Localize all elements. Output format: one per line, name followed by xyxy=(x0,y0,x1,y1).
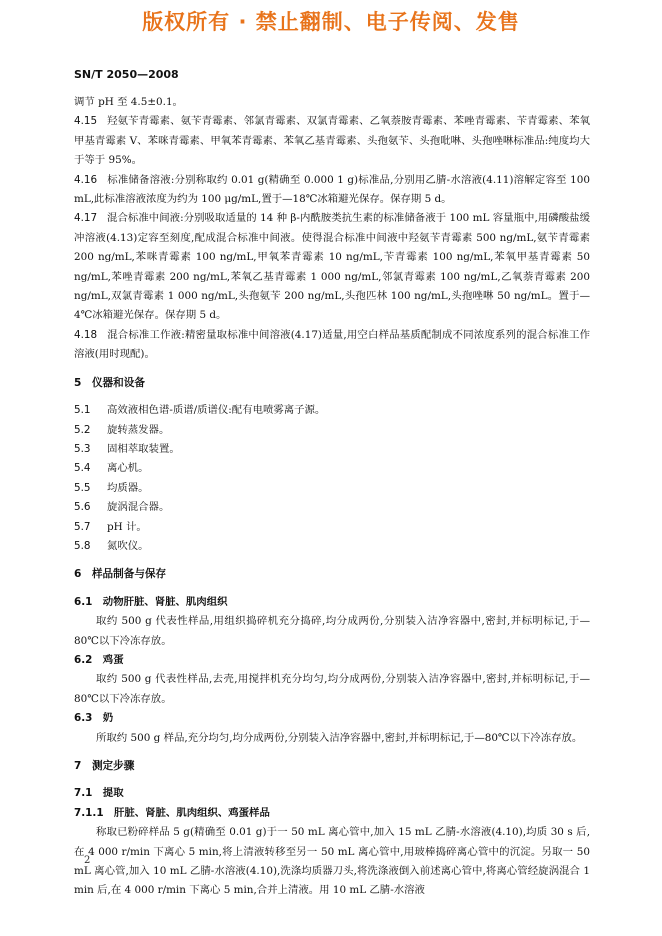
subsection-6-1-text: 取约 500 g 代表性样品,用组织捣碎机充分捣碎,均分成两份,分别装入洁净容器中,密封,并标明标记,于—80℃以下冷冻存放。 xyxy=(74,615,590,647)
item-text: 固相萃取装置。 xyxy=(107,442,180,455)
item-number: 5.8 xyxy=(74,539,91,552)
item-number: 5.3 xyxy=(74,442,91,455)
document-body xyxy=(74,93,590,901)
list-item xyxy=(74,479,590,498)
clause-text: 标准储备溶液:分别称取约 0.01 g(精确至 0.000 1 g)标准品,分别用乙腈-水溶液(4.11)溶解定容至 100 mL,此标准溶液浓度为约为 100 μg/mL,置于—18℃冰箱避光保存。保存期 5 d。 xyxy=(74,173,590,206)
item-number: 5.5 xyxy=(74,481,91,494)
clause-text: 混合标准中间液:分别吸取适量的 14 种 β-内酰胺类抗生素的标准储备液于 100 mL 容量瓶中,用磷酸盐缓冲溶液(4.13)定容至刻度,配成混合标准中间液。使得混合标准中间液中羟氨苄青霉素 500 ng/mL,氨苄青霉素 200 ng/mL,苯咪青霉素 100 ng/mL,甲氧苯青霉素 10 ng/mL,苄青霉素 100 ng/mL,苯氧甲基青霉素 50 ng/mL,苯唑青霉素 200 ng/mL,苯氧乙基青霉素 1 000 ng/mL,邻氯青霉素 100 ng/mL,乙氧萘青霉素 200 ng/mL,双氯青霉素 1 000 ng/mL,头孢氨苄 200 ng/mL,头孢匹林 100 ng/mL,头孢唑啉 50 ng/mL。置于—4℃冰箱避光保存。保存期 5 d。 xyxy=(74,212,590,322)
subsection-6-3-text: 所取约 500 g 样品,充分均匀,均分成两份,分别装入洁净容器中,密封,并标明标记,于—80℃以下冷冻存放。 xyxy=(96,731,583,744)
list-item xyxy=(74,459,590,478)
item-number: 5.6 xyxy=(74,501,91,514)
item-text: 离心机。 xyxy=(107,462,149,475)
subsection-6-1-heading: 6.1 动物肝脏、肾脏、肌肉组织 xyxy=(74,595,228,608)
item-text: 均质器。 xyxy=(107,481,149,494)
clause-number: 4.18 xyxy=(74,328,98,341)
subsection-6-2-text: 取约 500 g 代表性样品,去壳,用搅拌机充分均匀,均分成两份,分别装入洁净容器中,密封,并标明标记,于—80℃以下冷冻存放。 xyxy=(74,673,590,705)
list-item xyxy=(74,401,590,420)
item-number: 5.1 xyxy=(74,404,91,417)
subsection-7-1-1-heading: 7.1.1 肝脏、肾脏、肌肉组织、鸡蛋样品 xyxy=(74,806,270,819)
subsection-7-1-1-text: 称取已粉碎样品 5 g(精确至 0.01 g)于一 50 mL 离心管中,加入 15 mL 乙腈-水溶液(4.10),均质 30 s 后,在 4 000 r/min 下离心 5 min,将上清液转移至另一 50 mL 离心管中,用玻棒捣碎离心管中的沉淀。另取一 50 mL 离心管,加入 10 mL 乙腈-水溶液(4.10),洗涤均质器刀头,将洗涤液倒入前述离心管中,将离心管经旋涡混合 1 min 后,在 4 000 r/min 下离心 5 min,合并上清液。用 10 mL 乙腈-水溶液 xyxy=(74,826,590,897)
list-item xyxy=(74,537,590,556)
clause-4-16 xyxy=(74,171,590,210)
list-item xyxy=(74,421,590,440)
subsection-6-3-heading: 6.3 奶 xyxy=(74,712,114,725)
item-text: 旋转蒸发器。 xyxy=(107,423,170,436)
item-text: 旋涡混合器。 xyxy=(107,501,170,514)
list-item xyxy=(74,518,590,537)
clause-number: 4.17 xyxy=(74,212,98,225)
subsection-7-1-heading: 7.1 提取 xyxy=(74,787,124,800)
item-text: 氮吹仪。 xyxy=(107,539,149,552)
clause-4-15 xyxy=(74,112,590,170)
clause-text: 混合标准工作液:精密量取标准中间溶液(4.17)适量,用空白样品基质配制成不同浓度系列的混合标准工作溶液(用时现配)。 xyxy=(74,328,590,361)
item-text: 高效液相色谱-质谱/质谱仪:配有电喷雾离子源。 xyxy=(107,404,326,417)
clause-number: 4.16 xyxy=(74,173,98,186)
clause-4-17 xyxy=(74,209,590,325)
section-6-heading: 6 样品制备与保存 xyxy=(74,568,167,581)
clause-number: 4.15 xyxy=(74,115,98,128)
item-text: pH 计。 xyxy=(107,520,147,533)
list-item xyxy=(74,440,590,459)
clause-4-18 xyxy=(74,326,590,365)
section-7-heading: 7 测定步骤 xyxy=(74,760,135,772)
standard-number: SN/T 2050—2008 xyxy=(74,68,179,81)
item-number: 5.4 xyxy=(74,462,91,475)
intro-line: 调节 pH 至 4.5±0.1。 xyxy=(74,96,183,108)
item-number: 5.7 xyxy=(74,520,91,533)
item-number: 5.2 xyxy=(74,423,91,436)
section-5-heading: 5 仪器和设备 xyxy=(74,376,145,389)
page-number: 2 xyxy=(84,855,91,866)
copyright-banner: 版权所有 · 禁止翻制、电子传阅、发售 xyxy=(142,10,520,34)
list-item xyxy=(74,498,590,517)
subsection-6-2-heading: 6.2 鸡蛋 xyxy=(74,653,124,666)
clause-text: 羟氨苄青霉素、氨苄青霉素、邻氯青霉素、双氯青霉素、乙氧萘胺青霉素、苯唑青霉素、苄青霉素、苯氧甲基青霉素 V、苯咪青霉素、甲氧苯青霉素、苯氧乙基青霉素、头孢氨苄、头孢吡啉、头孢唑啉标准品:纯度均大于等于 95%。 xyxy=(74,115,590,167)
